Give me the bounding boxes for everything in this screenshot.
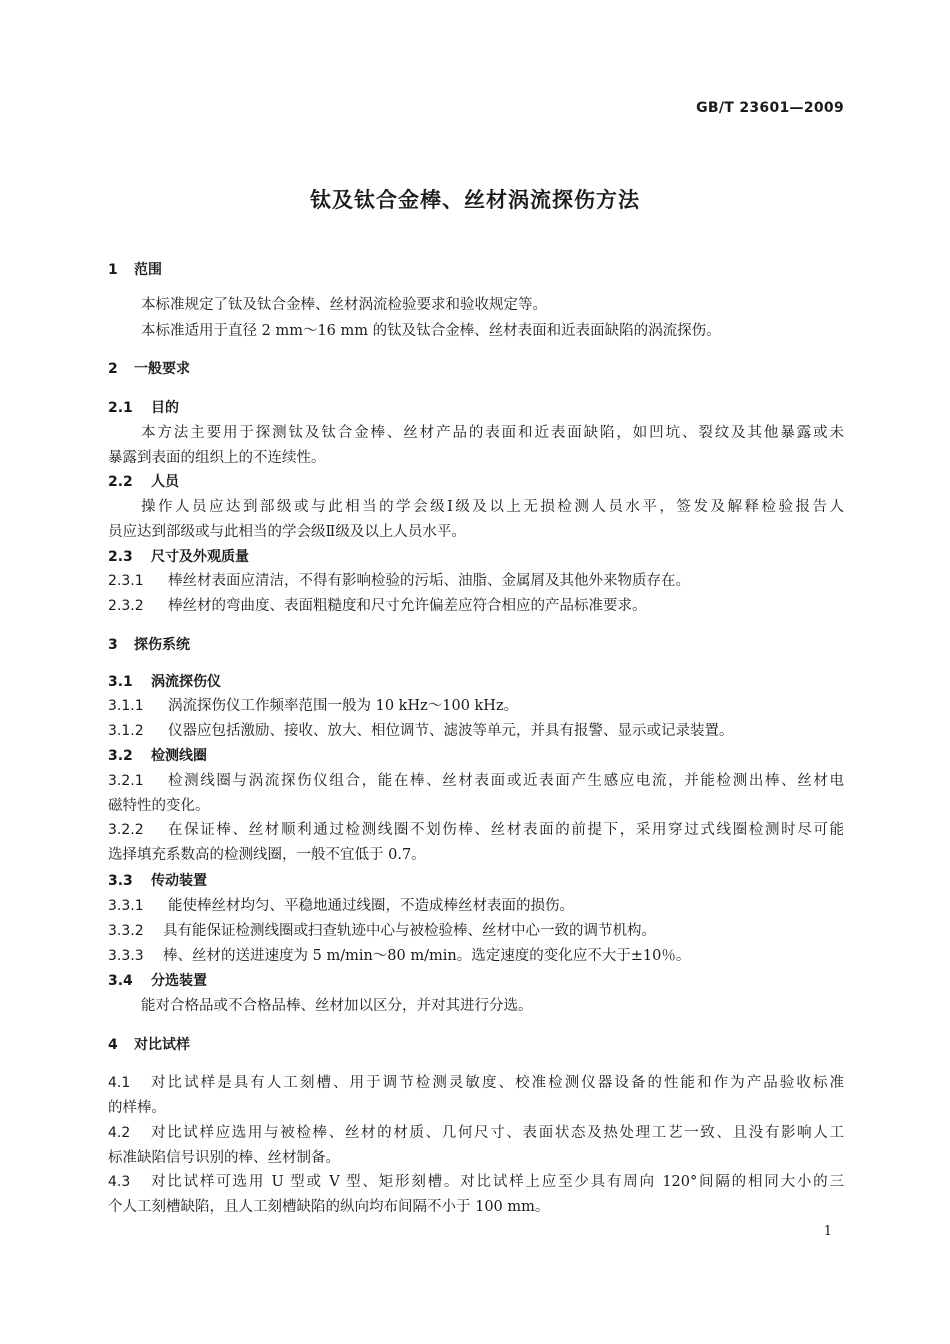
section-number: 3.4: [108, 973, 133, 989]
subsection-heading: [108, 969, 844, 994]
paragraph-line: 选择填充系数高的检测线圈，一般不宜低于 0.7。: [108, 847, 426, 863]
clause-line: [108, 818, 844, 843]
paragraph-line: 的样棒。: [108, 1100, 166, 1116]
standard-number: GB/T 23601—2009: [696, 100, 844, 116]
heading-text: 一般要求: [134, 361, 190, 377]
clause-line: [108, 769, 844, 794]
paragraph-line: 本方法主要用于探测钛及钛合金棒、丝材产品的表面和近表面缺陷，如凹坑、裂纹及其他暴露或未: [141, 425, 844, 441]
subsection-heading: [108, 545, 844, 570]
clause-text: 棒丝材表面应清洁，不得有影响检验的污垢、油脂、金属屑及其他外来物质存在。: [168, 573, 690, 589]
clause-text: 能使棒丝材均匀、平稳地通过线圈，不造成棒丝材表面的损伤。: [168, 898, 574, 914]
section-heading: [108, 258, 844, 283]
heading-text: 探伤系统: [134, 637, 190, 653]
page-number: 1: [823, 1224, 832, 1239]
section-heading: [108, 633, 844, 658]
clause-line: [108, 1121, 844, 1146]
clause-number: 3.2.1: [108, 773, 144, 789]
section-number: 4: [108, 1037, 118, 1053]
clause-text: 对比试样是具有人工刻槽、用于调节检测灵敏度、校准检测仪器设备的性能和作为产品验收标准: [151, 1075, 844, 1091]
document-title: 钛及钛合金棒、丝材涡流探伤方法: [310, 188, 640, 212]
subsection-heading: [108, 869, 844, 894]
clause-text: 仪器应包括激励、接收、放大、相位调节、滤波等单元，并具有报警、显示或记录装置。: [168, 723, 734, 739]
clause-text: 在保证棒、丝材顺利通过检测线圈不划伤棒、丝材表面的前提下，采用穿过式线圈检测时尽可能: [168, 822, 844, 838]
section-number: 3.2: [108, 748, 133, 764]
heading-text: 人员: [151, 474, 179, 490]
clause-text: 检测线圈与涡流探伤仪组合，能在棒、丝材表面或近表面产生感应电流，并能检测出棒、丝材电: [168, 773, 844, 789]
subsection-heading: [108, 670, 844, 695]
clause-number: 3.2.2: [108, 822, 144, 838]
section-number: 3.1: [108, 674, 133, 690]
section-number: 2.2: [108, 474, 133, 490]
heading-text: 传动装置: [151, 873, 207, 889]
heading-text: 范围: [134, 262, 162, 278]
section-number: 3.3: [108, 873, 133, 889]
clause-number: 3.3.3: [108, 948, 144, 964]
heading-text: 涡流探伤仪: [151, 674, 221, 690]
clause-number: 2.3.2: [108, 598, 144, 614]
clause-text: 具有能保证检测线圈或扫查轨迹中心与被检验棒、丝材中心一致的调节机构。: [163, 923, 656, 939]
paragraph-line: 员应达到部级或与此相当的学会级Ⅱ级及以上人员水平。: [108, 524, 466, 540]
subsection-heading: [108, 396, 844, 421]
clause-line: [108, 1071, 844, 1096]
clause-text: 棒丝材的弯曲度、表面粗糙度和尺寸允许偏差应符合相应的产品标准要求。: [168, 598, 647, 614]
subsection-heading: [108, 744, 844, 769]
paragraph-line: 暴露到表面的组织上的不连续性。: [108, 450, 326, 466]
clause-number: 3.1.1: [108, 698, 144, 714]
clause-text: 对比试样应选用与被检棒、丝材的材质、几何尺寸、表面状态及热处理工艺一致、且没有影响人工: [151, 1125, 844, 1141]
clause-line: [108, 569, 844, 594]
paragraph-line: 磁特性的变化。: [108, 798, 210, 814]
clause-text: 涡流探伤仪工作频率范围一般为 10 kHz～100 kHz。: [168, 698, 519, 714]
heading-text: 检测线圈: [151, 748, 207, 764]
clause-text: 棒、丝材的送进速度为 5 m/min～80 m/min。选定速度的变化应不大于±10％。: [163, 948, 691, 964]
section-number: 1: [108, 262, 118, 278]
clause-number: 4.2: [108, 1125, 131, 1141]
clause-line: [108, 944, 844, 969]
clause-number: 3.3.1: [108, 898, 144, 914]
clause-line: [108, 719, 844, 744]
clause-number: 4.3: [108, 1174, 131, 1190]
paragraph-line: 能对合格品或不合格品棒、丝材加以区分，并对其进行分选。: [141, 998, 533, 1014]
section-number: 2.1: [108, 400, 133, 416]
clause-line: [108, 894, 844, 919]
clause-line: [108, 694, 844, 719]
subsection-heading: [108, 470, 844, 495]
clause-number: 3.3.2: [108, 923, 144, 939]
heading-text: 对比试样: [134, 1037, 190, 1053]
clause-number: 4.1: [108, 1075, 131, 1091]
clause-number: 2.3.1: [108, 573, 144, 589]
heading-text: 分选装置: [151, 973, 207, 989]
heading-text: 尺寸及外观质量: [151, 549, 249, 565]
paragraph-line: 本标准适用于直径 2 mm～16 mm 的钛及钛合金棒、丝材表面和近表面缺陷的涡流探伤。: [141, 323, 721, 339]
clause-number: 3.1.2: [108, 723, 144, 739]
clause-line: [108, 594, 844, 619]
section-number: 2: [108, 361, 118, 377]
clause-text: 对比试样可选用 U 型或 V 型、矩形刻槽。对比试样上应至少具有周向 120°间隔的相同大小的三: [151, 1174, 844, 1190]
section-heading: [108, 357, 844, 382]
section-number: 3: [108, 637, 118, 653]
section-heading: [108, 1033, 844, 1058]
heading-text: 目的: [151, 400, 179, 416]
paragraph-line: 本标准规定了钛及钛合金棒、丝材涡流检验要求和验收规定等。: [141, 297, 547, 313]
paragraph-line: 标准缺陷信号识别的棒、丝材制备。: [108, 1150, 340, 1166]
clause-line: [108, 1170, 844, 1195]
paragraph-line: 操作人员应达到部级或与此相当的学会级Ⅰ级及以上无损检测人员水平，签发及解释检验报告人: [141, 499, 844, 515]
paragraph-line: 个人工刻槽缺陷，且人工刻槽缺陷的纵向均布间隔不小于 100 mm。: [108, 1199, 550, 1215]
section-number: 2.3: [108, 549, 133, 565]
clause-line: [108, 919, 844, 944]
